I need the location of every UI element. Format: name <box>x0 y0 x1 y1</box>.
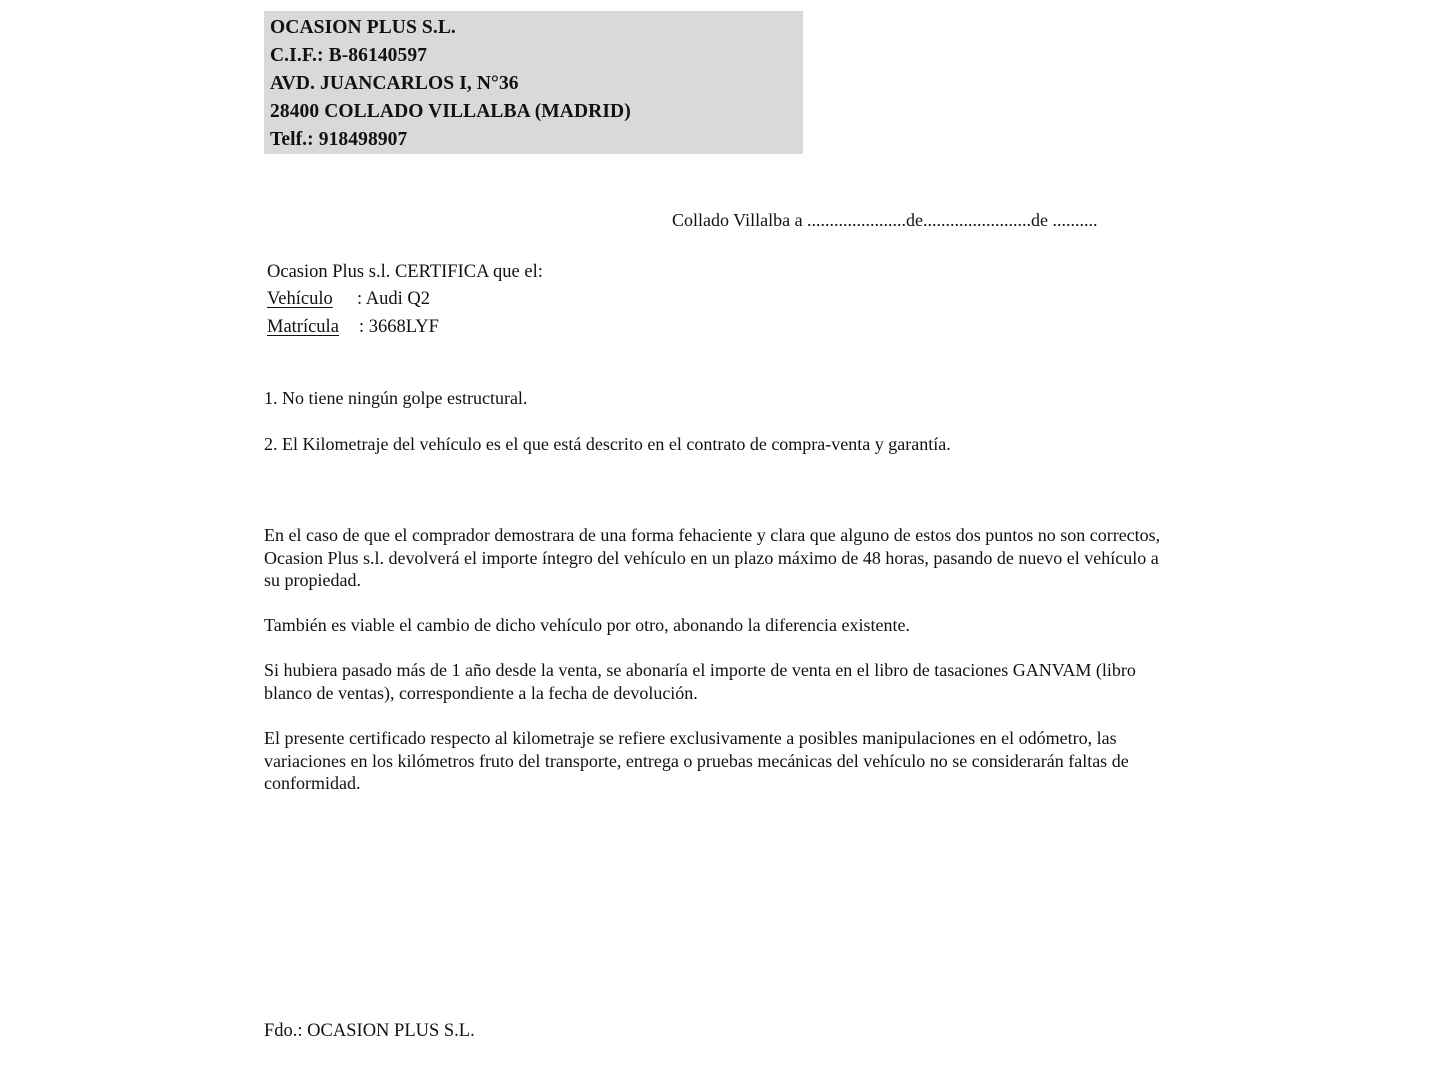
vehicle-value: : Audi Q2 <box>357 289 430 309</box>
point-2: 2. El Kilometraje del vehículo es el que está descrito en el contrato de compra-venta y garantía. <box>264 434 951 454</box>
signature-line: Fdo.: OCASION PLUS S.L. <box>264 1021 475 1041</box>
vehicle-label: Vehículo <box>267 289 333 309</box>
company-street: AVD. JUANCARLOS I, N°36 <box>270 73 519 94</box>
paragraph-refund: En el caso de que el comprador demostrara de una forma fehaciente y clara que alguno de estos dos puntos no son correctos, Ocasion Plus s.l. devolverá el importe íntegro del vehículo en un plazo máximo de 48 horas, pasando de nuevo el vehículo a su propiedad. <box>264 525 1161 590</box>
plate-value: : 3668LYF <box>359 317 439 337</box>
company-phone: Telf.: 918498907 <box>270 129 408 150</box>
certification-intro: Ocasion Plus s.l. CERTIFICA que el: <box>267 262 543 282</box>
paragraph-exchange: También es viable el cambio de dicho vehículo por otro, abonando la diferencia existente. <box>264 615 911 635</box>
company-name: OCASION PLUS S.L. <box>270 17 456 38</box>
company-header <box>264 11 803 154</box>
paragraph-ganvam: Si hubiera pasado más de 1 año desde la venta, se abonaría el importe de venta en el libro de tasaciones GANVAM (libro blanco de ventas), correspondiente a la fecha de devolución. <box>264 660 1136 703</box>
vehicle-row <box>267 287 430 311</box>
company-city: 28400 COLLADO VILLALBA (MADRID) <box>270 101 631 122</box>
plate-row <box>267 315 439 339</box>
paragraph-odometer: El presente certificado respecto al kilometraje se refiere exclusivamente a posibles manipulaciones en el odómetro, las variaciones en los kilómetros fruto del transporte, entrega o pruebas mecánicas del vehículo no se considerarán faltas de conformidad. <box>264 728 1129 793</box>
point-1: 1. No tiene ningún golpe estructural. <box>264 388 528 408</box>
date-line: Collado Villalba a ......................de........................de .......... <box>672 210 1098 230</box>
plate-label: Matrícula <box>267 317 339 337</box>
company-cif: C.I.F.: B-86140597 <box>270 45 428 66</box>
